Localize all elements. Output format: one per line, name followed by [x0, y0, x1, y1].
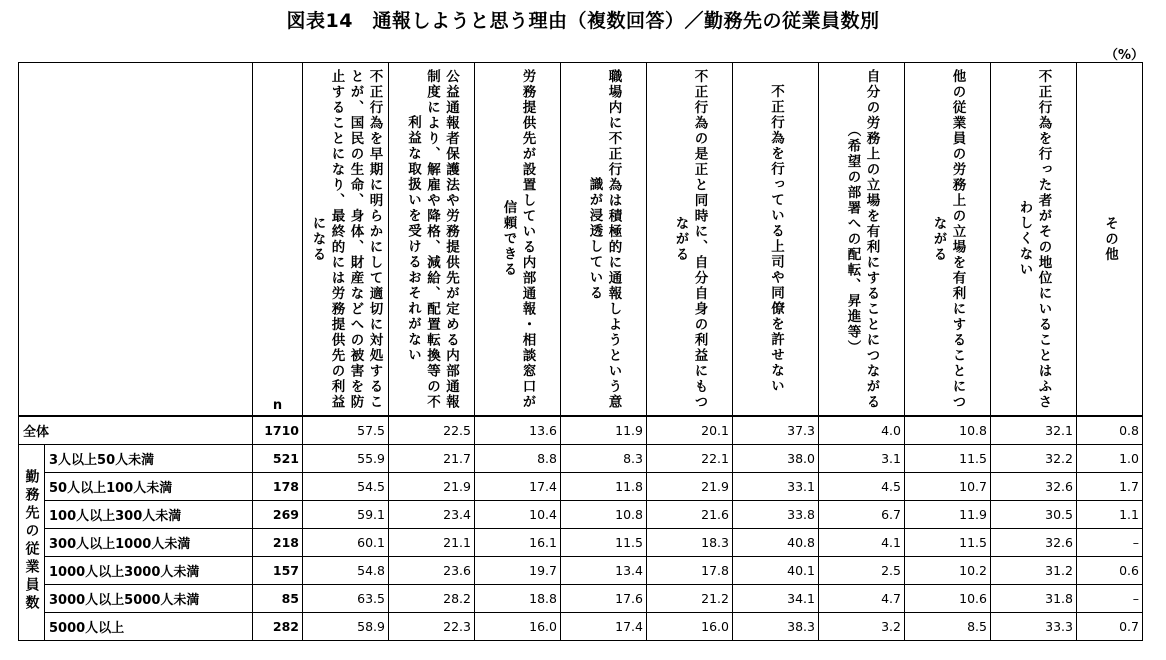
row-label: 50人以上100人未満 [45, 473, 253, 501]
table-cell: 28.2 [389, 585, 475, 613]
table-cell: 30.5 [991, 501, 1077, 529]
row-n: 178 [253, 473, 303, 501]
column-header-text: 公益通報者保護法や労務提供先が定める内部通報制度により、解雇や降格、減給、配置転換等の不利益な取扱いを受けるおそれがない [405, 68, 459, 410]
table-cell: 31.8 [991, 585, 1077, 613]
header-n: n [253, 63, 303, 417]
column-header [819, 63, 905, 417]
table-row [19, 585, 1143, 613]
table-cell: 10.8 [905, 416, 991, 445]
column-header-text: 不正行為を行った者がその地位にいることはふさわしくない [1016, 68, 1052, 410]
table-cell: 8.3 [561, 445, 647, 473]
table-cell: 13.6 [475, 416, 561, 445]
column-header-text: 不正行為を早期に明らかにして適切に対処することが、国民の生命、身体、財産などへの被害を防止することになり、最終的には労務提供先の利益になる [309, 68, 383, 410]
table-cell: – [1077, 529, 1143, 557]
table-cell: 16.0 [475, 613, 561, 641]
unit-label: （%） [1104, 48, 1144, 63]
table-cell: 4.5 [819, 473, 905, 501]
table-cell: 21.9 [647, 473, 733, 501]
side-label-cell [19, 445, 45, 641]
table-cell: 54.8 [303, 557, 389, 585]
table-cell: 54.5 [303, 473, 389, 501]
table-cell: 22.3 [389, 613, 475, 641]
table-cell: 0.8 [1077, 416, 1143, 445]
table-cell: 23.6 [389, 557, 475, 585]
column-header [389, 63, 475, 417]
table-cell: 11.5 [905, 445, 991, 473]
column-header [303, 63, 389, 417]
table-cell: 4.0 [819, 416, 905, 445]
table-cell: 4.1 [819, 529, 905, 557]
table-row [19, 501, 1143, 529]
column-header [1077, 63, 1143, 417]
row-n: 1710 [253, 416, 303, 445]
column-header [733, 63, 819, 417]
table-cell: 21.2 [647, 585, 733, 613]
column-header [647, 63, 733, 417]
table-cell: 11.8 [561, 473, 647, 501]
table-cell: 18.8 [475, 585, 561, 613]
table-cell: 21.9 [389, 473, 475, 501]
row-n: 282 [253, 613, 303, 641]
table-cell: 55.9 [303, 445, 389, 473]
row-label: 5000人以上 [45, 613, 253, 641]
table-cell: 3.2 [819, 613, 905, 641]
table-cell: 33.1 [733, 473, 819, 501]
table-cell: 10.4 [475, 501, 561, 529]
table-cell: 1.1 [1077, 501, 1143, 529]
table-row [19, 613, 1143, 641]
table-cell: 33.3 [991, 613, 1077, 641]
column-header [991, 63, 1077, 417]
table-cell: 57.5 [303, 416, 389, 445]
row-n: 521 [253, 445, 303, 473]
table-cell: 22.1 [647, 445, 733, 473]
column-header [561, 63, 647, 417]
table-cell: 8.8 [475, 445, 561, 473]
row-n: 85 [253, 585, 303, 613]
table-cell: 33.8 [733, 501, 819, 529]
row-n: 218 [253, 529, 303, 557]
table-row-total [19, 416, 1143, 445]
table-cell: 17.4 [561, 613, 647, 641]
column-header-text: 職場内に不正行為は積極的に通報しようという意識が浸透している [586, 68, 622, 410]
header-blank [19, 63, 253, 417]
table-title: 図表14 通報しようと思う理由（複数回答）／勤務先の従業員数別 [286, 10, 880, 32]
table-cell: 13.4 [561, 557, 647, 585]
row-label: 100人以上300人未満 [45, 501, 253, 529]
side-label: 勤務先の従業員数 [23, 468, 40, 613]
table-cell: 10.6 [905, 585, 991, 613]
table-cell: 0.6 [1077, 557, 1143, 585]
column-header-text: 自分の労務上の立場を有利にすることにつながる（希望の部署への配転、昇進等） [844, 68, 880, 410]
table-cell: 4.7 [819, 585, 905, 613]
table-cell: 1.7 [1077, 473, 1143, 501]
row-label: 3人以上50人未満 [45, 445, 253, 473]
table-cell: 17.6 [561, 585, 647, 613]
row-n: 269 [253, 501, 303, 529]
table-cell: 58.9 [303, 613, 389, 641]
column-header-text: 他の従業員の労務上の立場を有利にすることにつながる [930, 68, 966, 410]
column-header-text: 不正行為を行っている上司や同僚を許せない [768, 84, 784, 394]
table-row [19, 557, 1143, 585]
table-cell: 32.2 [991, 445, 1077, 473]
table-row [19, 529, 1143, 557]
row-label: 3000人以上5000人未満 [45, 585, 253, 613]
table-cell: 19.7 [475, 557, 561, 585]
table-cell: 18.3 [647, 529, 733, 557]
data-table [18, 62, 1143, 641]
table-cell: 11.9 [905, 501, 991, 529]
column-header-text: その他 [1102, 215, 1118, 263]
table-cell: 0.7 [1077, 613, 1143, 641]
table-cell: 17.8 [647, 557, 733, 585]
table-cell: 63.5 [303, 585, 389, 613]
table-cell: 1.0 [1077, 445, 1143, 473]
table-cell: 60.1 [303, 529, 389, 557]
table-cell: 40.1 [733, 557, 819, 585]
table-cell: 10.7 [905, 473, 991, 501]
table-cell: 11.5 [561, 529, 647, 557]
table-cell: 6.7 [819, 501, 905, 529]
table-cell: 11.9 [561, 416, 647, 445]
table-cell: 22.5 [389, 416, 475, 445]
column-header-text: 労務提供先が設置している内部通報・相談窓口が信頼できる [500, 68, 536, 410]
table-cell: 32.1 [991, 416, 1077, 445]
table-cell: 38.3 [733, 613, 819, 641]
table-cell: 59.1 [303, 501, 389, 529]
table-cell: 17.4 [475, 473, 561, 501]
table-cell: 10.2 [905, 557, 991, 585]
table-cell: 38.0 [733, 445, 819, 473]
table-row [19, 445, 1143, 473]
column-header-text: 不正行為の是正と同時に、自分自身の利益にもつながる [672, 68, 708, 410]
row-label: 全体 [19, 416, 253, 445]
table-cell: 2.5 [819, 557, 905, 585]
table-cell: 21.7 [389, 445, 475, 473]
table-cell: 21.1 [389, 529, 475, 557]
table-cell: 40.8 [733, 529, 819, 557]
table-cell: 20.1 [647, 416, 733, 445]
table-row [19, 473, 1143, 501]
table-cell: 10.8 [561, 501, 647, 529]
table-cell: 16.0 [647, 613, 733, 641]
table-cell: 32.6 [991, 473, 1077, 501]
header-row [19, 63, 1143, 417]
table-cell: 37.3 [733, 416, 819, 445]
column-header [475, 63, 561, 417]
table-cell: 21.6 [647, 501, 733, 529]
row-label: 300人以上1000人未満 [45, 529, 253, 557]
table-cell: 31.2 [991, 557, 1077, 585]
table-cell: 34.1 [733, 585, 819, 613]
table-cell: 23.4 [389, 501, 475, 529]
table-cell: 8.5 [905, 613, 991, 641]
table-cell: 3.1 [819, 445, 905, 473]
row-n: 157 [253, 557, 303, 585]
row-label: 1000人以上3000人未満 [45, 557, 253, 585]
table-cell: 16.1 [475, 529, 561, 557]
table-cell: – [1077, 585, 1143, 613]
column-header [905, 63, 991, 417]
table-cell: 11.5 [905, 529, 991, 557]
table-cell: 32.6 [991, 529, 1077, 557]
